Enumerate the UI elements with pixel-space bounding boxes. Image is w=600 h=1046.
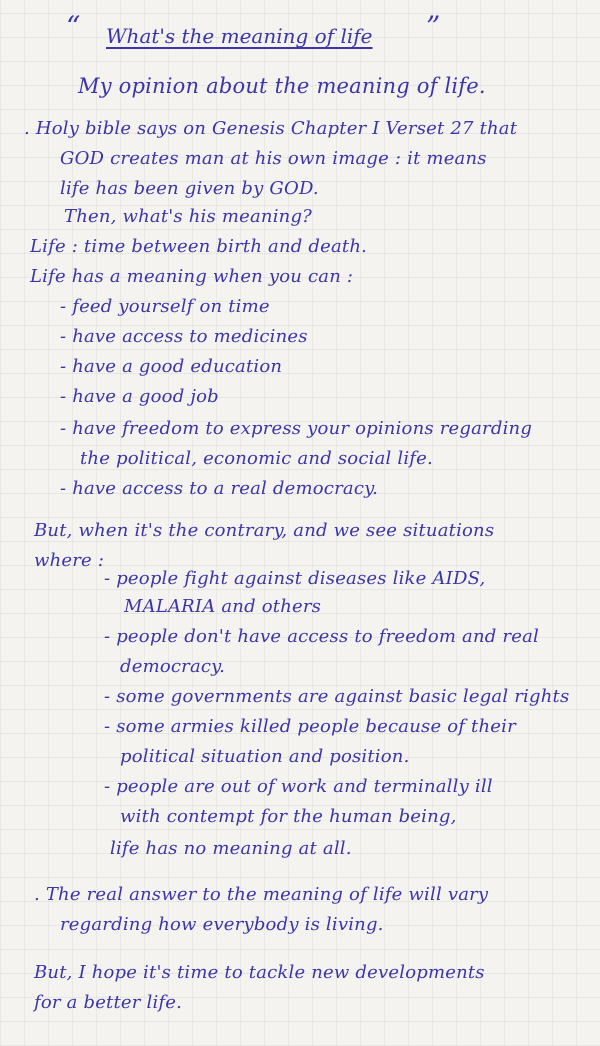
list-item: - feed yourself on time [60, 296, 270, 317]
paragraph-line: . The real answer to the meaning of life will vary [34, 884, 489, 905]
list-item: - have freedom to express your opinions regarding [60, 418, 533, 439]
paragraph-line: Then, what's his meaning? [64, 206, 313, 227]
paragraph-line: where : [34, 550, 105, 571]
list-item: - some governments are against basic legal rights [104, 686, 570, 707]
paragraph-line: GOD creates man at his own image : it means [60, 148, 487, 169]
list-item-continuation: MALARIA and others [124, 596, 322, 617]
list-item: - some armies killed people because of their [104, 716, 516, 737]
title-open-quote: “ [66, 10, 81, 43]
list-item: - people don't have access to freedom and real [104, 626, 539, 647]
list-item-continuation: with contempt for the human being, [120, 806, 457, 827]
list-item: - have access to medicines [60, 326, 308, 347]
list-item-continuation: democracy. [120, 656, 226, 677]
title-close-quote: ” [426, 10, 441, 43]
paragraph-line: life has no meaning at all. [110, 838, 352, 859]
paragraph-line: regarding how everybody is living. [60, 914, 384, 935]
paragraph-line: . Holy bible says on Genesis Chapter I Verset 27 that [24, 118, 518, 139]
paragraph-line: Life has a meaning when you can : [30, 266, 354, 287]
list-item: - people fight against diseases like AIDS, [104, 568, 486, 589]
page-title: What's the meaning of life [106, 24, 373, 48]
list-item-continuation: the political, economic and social life. [80, 448, 433, 469]
paragraph-line: But, I hope it's time to tackle new developments [34, 962, 485, 983]
intro-line: My opinion about the meaning of life. [78, 74, 486, 98]
list-item: - have access to a real democracy. [60, 478, 379, 499]
list-item: - people are out of work and terminally ill [104, 776, 493, 797]
paragraph-line: for a better life. [34, 992, 183, 1013]
list-item-continuation: political situation and position. [120, 746, 410, 767]
list-item: - have a good education [60, 356, 283, 377]
paragraph-line: But, when it's the contrary, and we see situations [34, 520, 495, 541]
list-item: - have a good job [60, 386, 219, 407]
title-block [66, 10, 466, 54]
paragraph-line: Life : time between birth and death. [30, 236, 368, 257]
paragraph-line: life has been given by GOD. [60, 178, 319, 199]
